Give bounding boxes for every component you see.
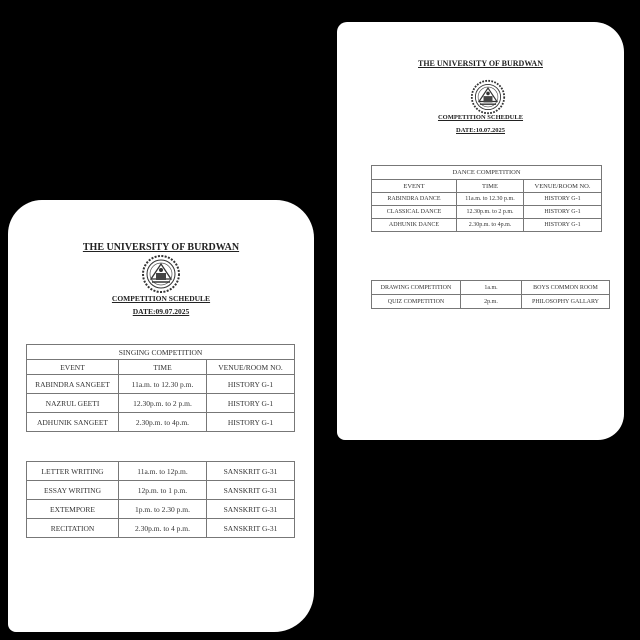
university-seal-icon [141, 254, 181, 294]
table-caption: DANCE COMPETITION [372, 166, 602, 180]
table-row [372, 206, 602, 219]
time-cell: 2.30p.m. to 4 p.m. [119, 519, 207, 538]
venue-cell: HISTORY G-1 [524, 206, 602, 219]
event-cell: ADHUNIK DANCE [372, 219, 457, 232]
venue-cell: BOYS COMMON ROOM [522, 281, 610, 295]
time-cell: 2.30p.m. to 4p.m. [119, 413, 207, 432]
table-row [27, 519, 295, 538]
time-cell: 1a.m. [461, 281, 522, 295]
schedule-title: COMPETITION SCHEDULE [437, 114, 524, 121]
table-row [27, 462, 295, 481]
column-header-time: TIME [457, 180, 524, 193]
event-cell: ESSAY WRITING [27, 481, 119, 500]
schedule-date: DATE:09.07.2025 [132, 307, 190, 316]
table-row [27, 375, 295, 394]
singing-competition-table [26, 344, 295, 432]
time-cell: 12.30p.m. to 2 p.m. [119, 394, 207, 413]
time-cell: 1p.m. to 2.30 p.m. [119, 500, 207, 519]
table-row [372, 295, 610, 309]
table-row [27, 481, 295, 500]
university-title: THE UNIVERSITY OF BURDWAN [82, 242, 240, 253]
column-header-venue: VENUE/ROOM NO. [207, 360, 295, 375]
schedule-page-09-07 [8, 200, 314, 632]
event-cell: LETTER WRITING [27, 462, 119, 481]
schedule-date: DATE:10.07.2025 [456, 127, 505, 134]
event-cell: ADHUNIK SANGEET [27, 413, 119, 432]
time-cell: 11a.m. to 12p.m. [119, 462, 207, 481]
column-header-venue: VENUE/ROOM NO. [524, 180, 602, 193]
other-competitions-table [371, 280, 610, 309]
column-header-time: TIME [119, 360, 207, 375]
table-row [27, 394, 295, 413]
table-row [372, 281, 610, 295]
table-row [372, 219, 602, 232]
time-cell: 11a.m. to 12.30 p.m. [457, 193, 524, 206]
venue-cell: PHILOSOPHY GALLARY [522, 295, 610, 309]
venue-cell: HISTORY G-1 [524, 219, 602, 232]
event-cell: EXTEMPORE [27, 500, 119, 519]
event-cell: QUIZ COMPETITION [372, 295, 461, 309]
university-title: THE UNIVERSITY OF BURDWAN [418, 59, 543, 68]
table-row [27, 500, 295, 519]
table-row [372, 193, 602, 206]
dance-competition-table [371, 165, 602, 232]
event-cell: RABINDRA DANCE [372, 193, 457, 206]
time-cell: 12p.m. to 1 p.m. [119, 481, 207, 500]
time-cell: 2.30p.m. to 4p.m. [457, 219, 524, 232]
time-cell: 2p.m. [461, 295, 522, 309]
column-header-event: EVENT [27, 360, 119, 375]
venue-cell: HISTORY G-1 [207, 375, 295, 394]
venue-cell: HISTORY G-1 [207, 413, 295, 432]
venue-cell: HISTORY G-1 [207, 394, 295, 413]
university-seal-icon [470, 79, 506, 115]
table-row [27, 413, 295, 432]
venue-cell: SANSKRIT G-31 [207, 519, 295, 538]
column-header-event: EVENT [372, 180, 457, 193]
event-cell: NAZRUL GEETI [27, 394, 119, 413]
event-cell: DRAWING COMPETITION [372, 281, 461, 295]
event-cell: RABINDRA SANGEET [27, 375, 119, 394]
table-caption: SINGING COMPETITION [27, 345, 295, 360]
event-cell: RECITATION [27, 519, 119, 538]
venue-cell: SANSKRIT G-31 [207, 481, 295, 500]
venue-cell: HISTORY G-1 [524, 193, 602, 206]
schedule-title: COMPETITION SCHEDULE [111, 294, 211, 303]
literary-competitions-table [26, 461, 295, 538]
event-cell: CLASSICAL DANCE [372, 206, 457, 219]
time-cell: 11a.m. to 12.30 p.m. [119, 375, 207, 394]
schedule-page-10-07 [337, 22, 624, 440]
venue-cell: SANSKRIT G-31 [207, 500, 295, 519]
venue-cell: SANSKRIT G-31 [207, 462, 295, 481]
time-cell: 12.30p.m. to 2 p.m. [457, 206, 524, 219]
